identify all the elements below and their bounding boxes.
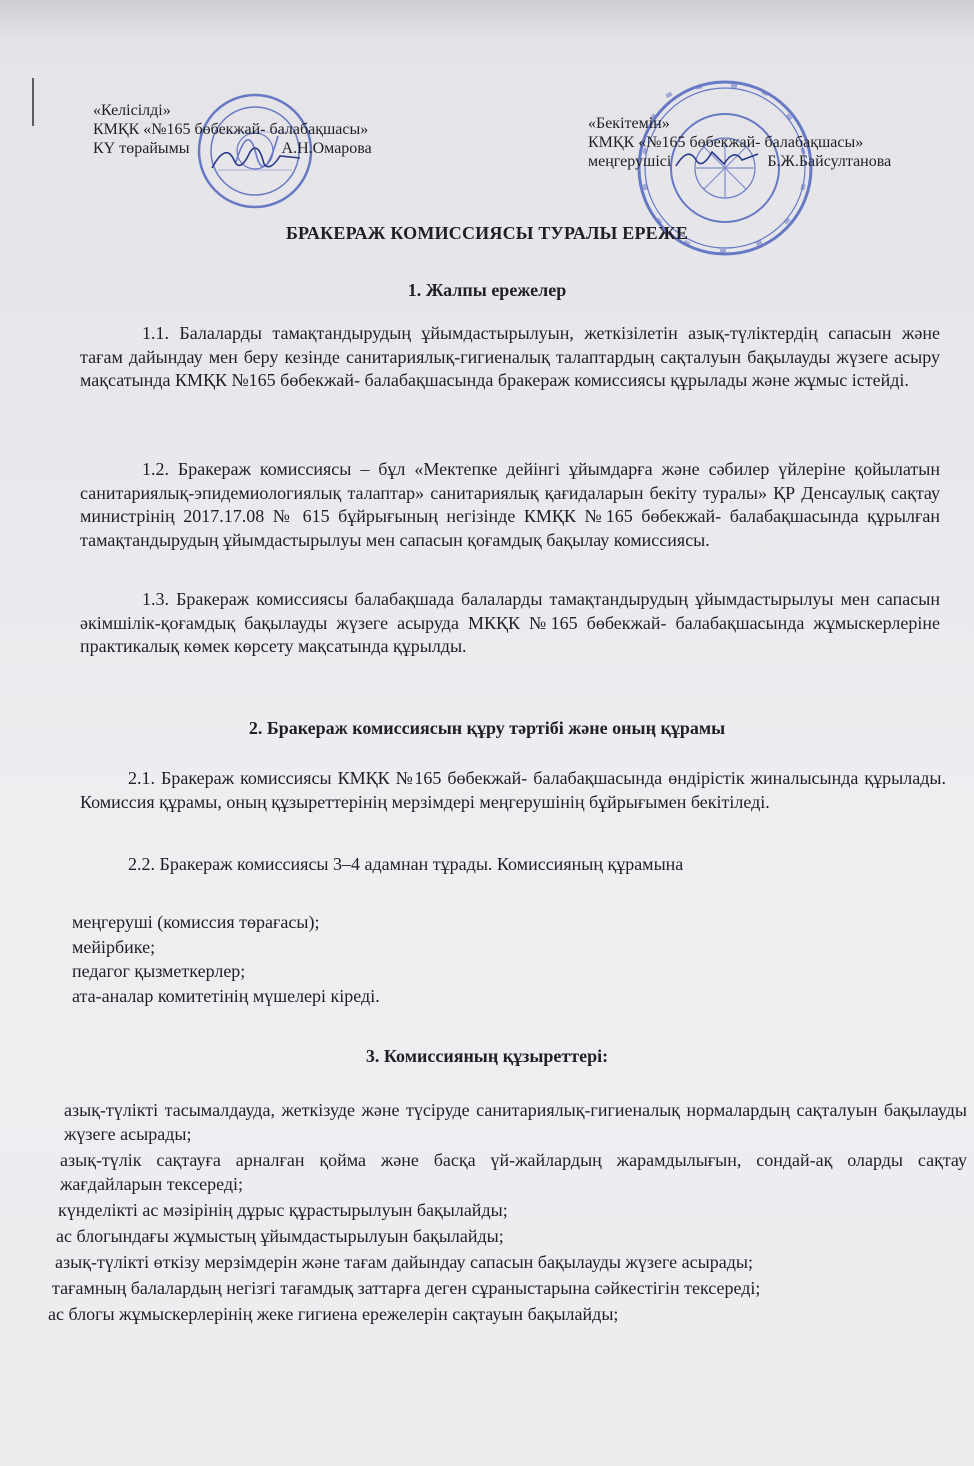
section-1-title: 1. Жалпы ережелер [407, 280, 567, 300]
approval-name: А.Н.Омарова [281, 140, 372, 157]
list-item: азық-түлік сақтауға арналған қойма және басқа үй-жайлардың жарамдылығын, сондай-ақ оларды сақтау жағдайларын тексереді; [60, 1150, 967, 1194]
list-item: азық-түлікті тасымалдауда, жеткізуде және түсіруде санитариялық-гигиеналық нормалардың сақталуын бақылауды жүзеге асырады; [64, 1100, 967, 1144]
right-signature-icon [672, 140, 762, 174]
approval-label: «Бекітемін» [588, 115, 670, 132]
list-item: мейірбике; [72, 936, 156, 957]
approval-name: Б.Ж.Байсултанова [767, 153, 892, 170]
approval-organization: КМҚК «№165 бөбекжай- балабақшасы» [588, 134, 864, 151]
section-3-title: 3. Комиссияның құзыреттері: [365, 1046, 609, 1066]
approval-role: КҮ төрайымы [93, 140, 190, 157]
list-item: азық-түлікті өткізу мерзімдерін және тағам дайындау сапасын бақылауды жүзеге асырады; [55, 1252, 753, 1272]
list-item: ас блогы жұмыскерлерінің жеке гигиена ережелерін сақтауын бақылайды; [48, 1304, 619, 1324]
paragraph-2-1: 2.1. Бракераж комиссиясы КМҚК №165 бөбекжай- балабақшасында өндірістік жиналысында құрылады. Комиссия құрамы, оның құзыреттерінің мерзімдері меңгерушінің бұйрығымен бекітіледі. [80, 768, 946, 812]
paragraph-2-2: 2.2. Бракераж комиссиясы 3–4 адамнан тұрады. Комиссияның құрамына [128, 854, 684, 874]
paragraph-1-3: 1.3. Бракераж комиссиясы балабақшада балаларды тамақтандырудың ұйымдастырылуы мен сапасын әкімшілік-қоғамдық бақылауды жүзеге асыруда МКҚК №165 бөбекжай- балабақшасында жұмыскерлеріне практикалық көмек көрсету мақсатында құрылды. [80, 589, 940, 656]
list-item: ас блогындағы жұмыстың ұйымдастырылуын бақылайды; [56, 1226, 504, 1246]
section-2-title: 2. Бракераж комиссиясын құру тәртібі және оның құрамы [248, 718, 726, 738]
commission-duties-list [48, 1098, 967, 1328]
list-item: күнделікті ас мәзірінің дұрыс құрастырылуын бақылайды; [58, 1200, 508, 1220]
approval-label: «Келісілді» [93, 102, 171, 119]
list-item: педагог қызметкерлер; [72, 961, 246, 981]
left-signature-icon [208, 138, 304, 178]
document-title: БРАКЕРАЖ КОМИССИЯСЫ ТУРАЛЫ ЕРЕЖЕ [285, 223, 689, 243]
commission-members-list [72, 910, 380, 1008]
page-top-shadow [0, 0, 974, 40]
paragraph-1-2: 1.2. Бракераж комиссиясы – бұл «Мектепке дейінгі ұйымдарға және сәбилер үйлеріне қойылатын санитариялық-эпидемиологиялық талаптар» санитариялық қағидаларын бекіту туралы» ҚР Денсаулық сақтау министрінің 2017.17.08 № 615 бұйрығының негізінде КМҚК №165 бөбекжай- балабақшасында құрылған тамақтандырудың ұйымдастырылуы мен сапасын қоғамдық бақылау комиссиясы. [80, 459, 940, 550]
page-edge-mark [32, 78, 34, 126]
list-item: тағамның балалардың негізгі тағамдық заттарға деген сұраныстарына сәйкестігін тексереді; [52, 1278, 761, 1298]
paragraph-1-1: 1.1. Балаларды тамақтандырудың ұйымдастырылуын, жеткізілетін азық-түліктердің сапасын және тағам дайындау мен беру кезінде санитариялық-гигиеналық талаптардың сақталуын бақылауды жүзеге асыру мақсатында КМҚК №165 бөбекжай- балабақшасында бракераж комиссиясы құрылады және жұмыс істейді. [80, 323, 940, 390]
list-item: ата-аналар комитетінің мүшелері кіреді. [72, 985, 380, 1006]
approval-role: меңгерушісі [588, 153, 672, 170]
approval-organization: КМҚК «№165 бөбекжай- балабақшасы» [93, 121, 369, 138]
list-item: меңгеруші (комиссия төрағасы); [72, 912, 320, 932]
